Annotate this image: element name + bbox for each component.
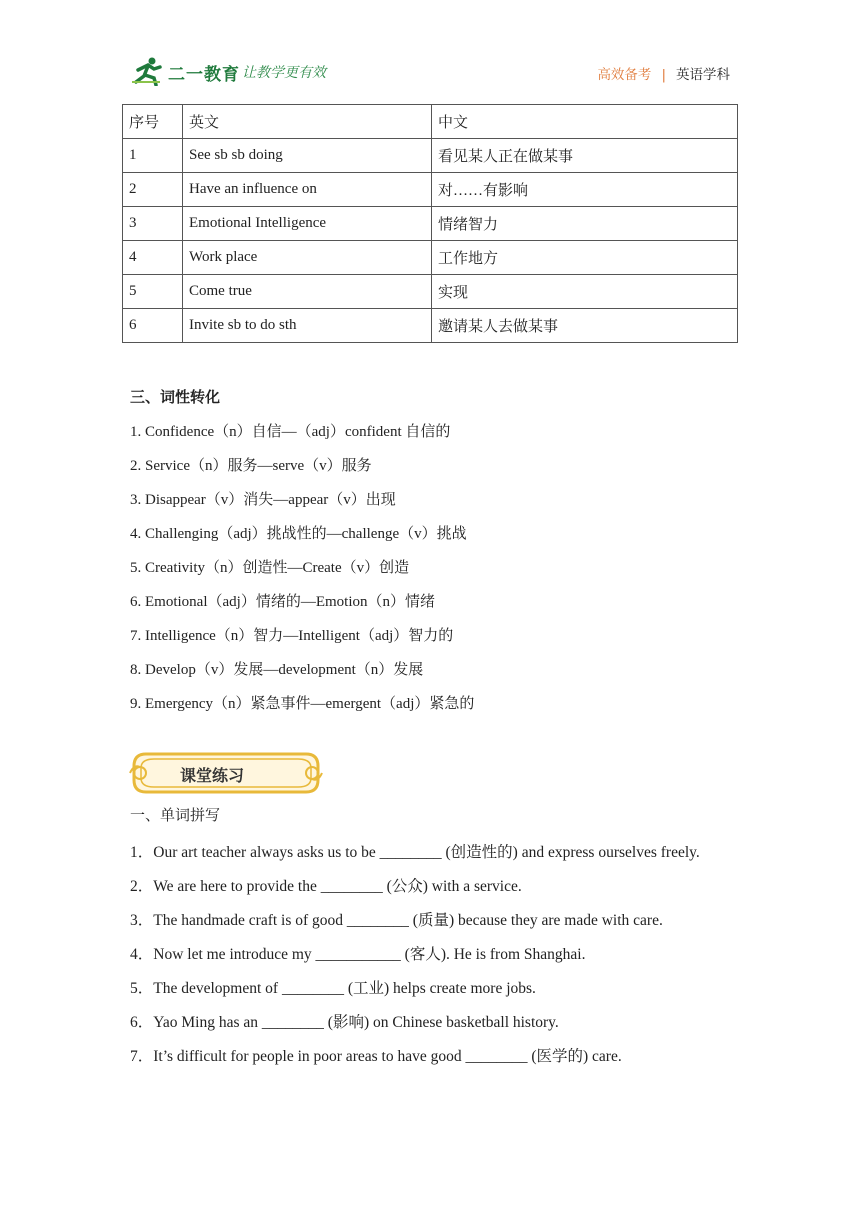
table-cell: 6 (123, 309, 183, 343)
list-item: 6. Emotional（adj）情绪的—Emotion（n）情绪 (130, 594, 435, 610)
header-tags (597, 63, 730, 83)
table-cell: 工作地方 (432, 241, 738, 275)
list-item: 7. Intelligence（n）智力—Intelligent（adj）智力的 (130, 628, 454, 644)
exercise-item: 4．Now let me introduce my ___________ (客人). He is from Shanghai. (130, 946, 586, 963)
table-cell: 邀请某人去做某事 (432, 309, 738, 343)
table-cell: 情绪智力 (432, 207, 738, 241)
exercise-list (130, 836, 730, 1074)
exercise-item: 1．Our art teacher always asks us to be ________ (创造性的) and express ourselves freely. (130, 844, 700, 861)
table-cell: 1 (123, 139, 183, 173)
header-tag-exam: 高效备考 (597, 67, 652, 83)
table-row (123, 139, 738, 173)
exercise-item: 5．The development of ________ (工业) helps create more jobs. (130, 980, 536, 997)
exercise-item: 3．The handmade craft is of good ________ (质量) because they are made with care. (130, 912, 663, 929)
table-cell: See sb sb doing (183, 139, 432, 173)
table-row (123, 241, 738, 275)
section-title-spelling: 一、单词拼写 (130, 806, 221, 824)
exercise-item: 2．We are here to provide the ________ (公众) with a service. (130, 878, 522, 895)
list-item: 9. Emergency（n）紧急事件—emergent（adj）紧急的 (130, 696, 475, 712)
practice-banner-label: 课堂练习 (180, 766, 245, 785)
table-row (123, 207, 738, 241)
section-title-word-conversion: 三、词性转化 (130, 388, 221, 406)
table-cell: Have an influence on (183, 173, 432, 207)
table-cell: Invite sb to do sth (183, 309, 432, 343)
table-cell: 实现 (432, 275, 738, 309)
practice-banner (128, 750, 324, 796)
table-cell: 4 (123, 241, 183, 275)
table-cell: Come true (183, 275, 432, 309)
word-conversion-list (130, 420, 750, 726)
runner-icon (130, 56, 166, 86)
list-item: 4. Challenging（adj）挑战性的—challenge（v）挑战 (130, 526, 467, 542)
table-header-cell: 中文 (432, 105, 738, 139)
logo-text: 二一教育 (168, 65, 240, 85)
list-item: 5. Creativity（n）创造性—Create（v）创造 (130, 560, 410, 576)
logo-slogan: 让教学更有效 (242, 65, 326, 81)
page-header (0, 0, 860, 100)
table-cell: Emotional Intelligence (183, 207, 432, 241)
table-cell: 2 (123, 173, 183, 207)
list-item: 8. Develop（v）发展—development（n）发展 (130, 662, 424, 678)
table-header-cell: 序号 (123, 105, 183, 139)
table-cell: Work place (183, 241, 432, 275)
header-separator: | (661, 67, 666, 83)
table-cell: 看见某人正在做某事 (432, 139, 738, 173)
exercise-item: 7．It’s difficult for people in poor areas to have good ________ (医学的) care. (130, 1048, 622, 1065)
list-item: 3. Disappear（v）消失—appear（v）出现 (130, 492, 396, 508)
list-item: 1. Confidence（n）自信—（adj）confident 自信的 (130, 424, 451, 440)
table-header-row (123, 105, 738, 139)
table-row (123, 309, 738, 343)
table-cell: 5 (123, 275, 183, 309)
vocab-table (122, 104, 738, 343)
table-cell: 对……有影响 (432, 173, 738, 207)
exercise-item: 6．Yao Ming has an ________ (影响) on Chinese basketball history. (130, 1014, 559, 1031)
list-item: 2. Service（n）服务—serve（v）服务 (130, 458, 372, 474)
table-row (123, 173, 738, 207)
table-row (123, 275, 738, 309)
header-tag-subject: 英语学科 (676, 67, 730, 83)
table-cell: 3 (123, 207, 183, 241)
table-header-cell: 英文 (183, 105, 432, 139)
brand-logo (130, 56, 350, 88)
